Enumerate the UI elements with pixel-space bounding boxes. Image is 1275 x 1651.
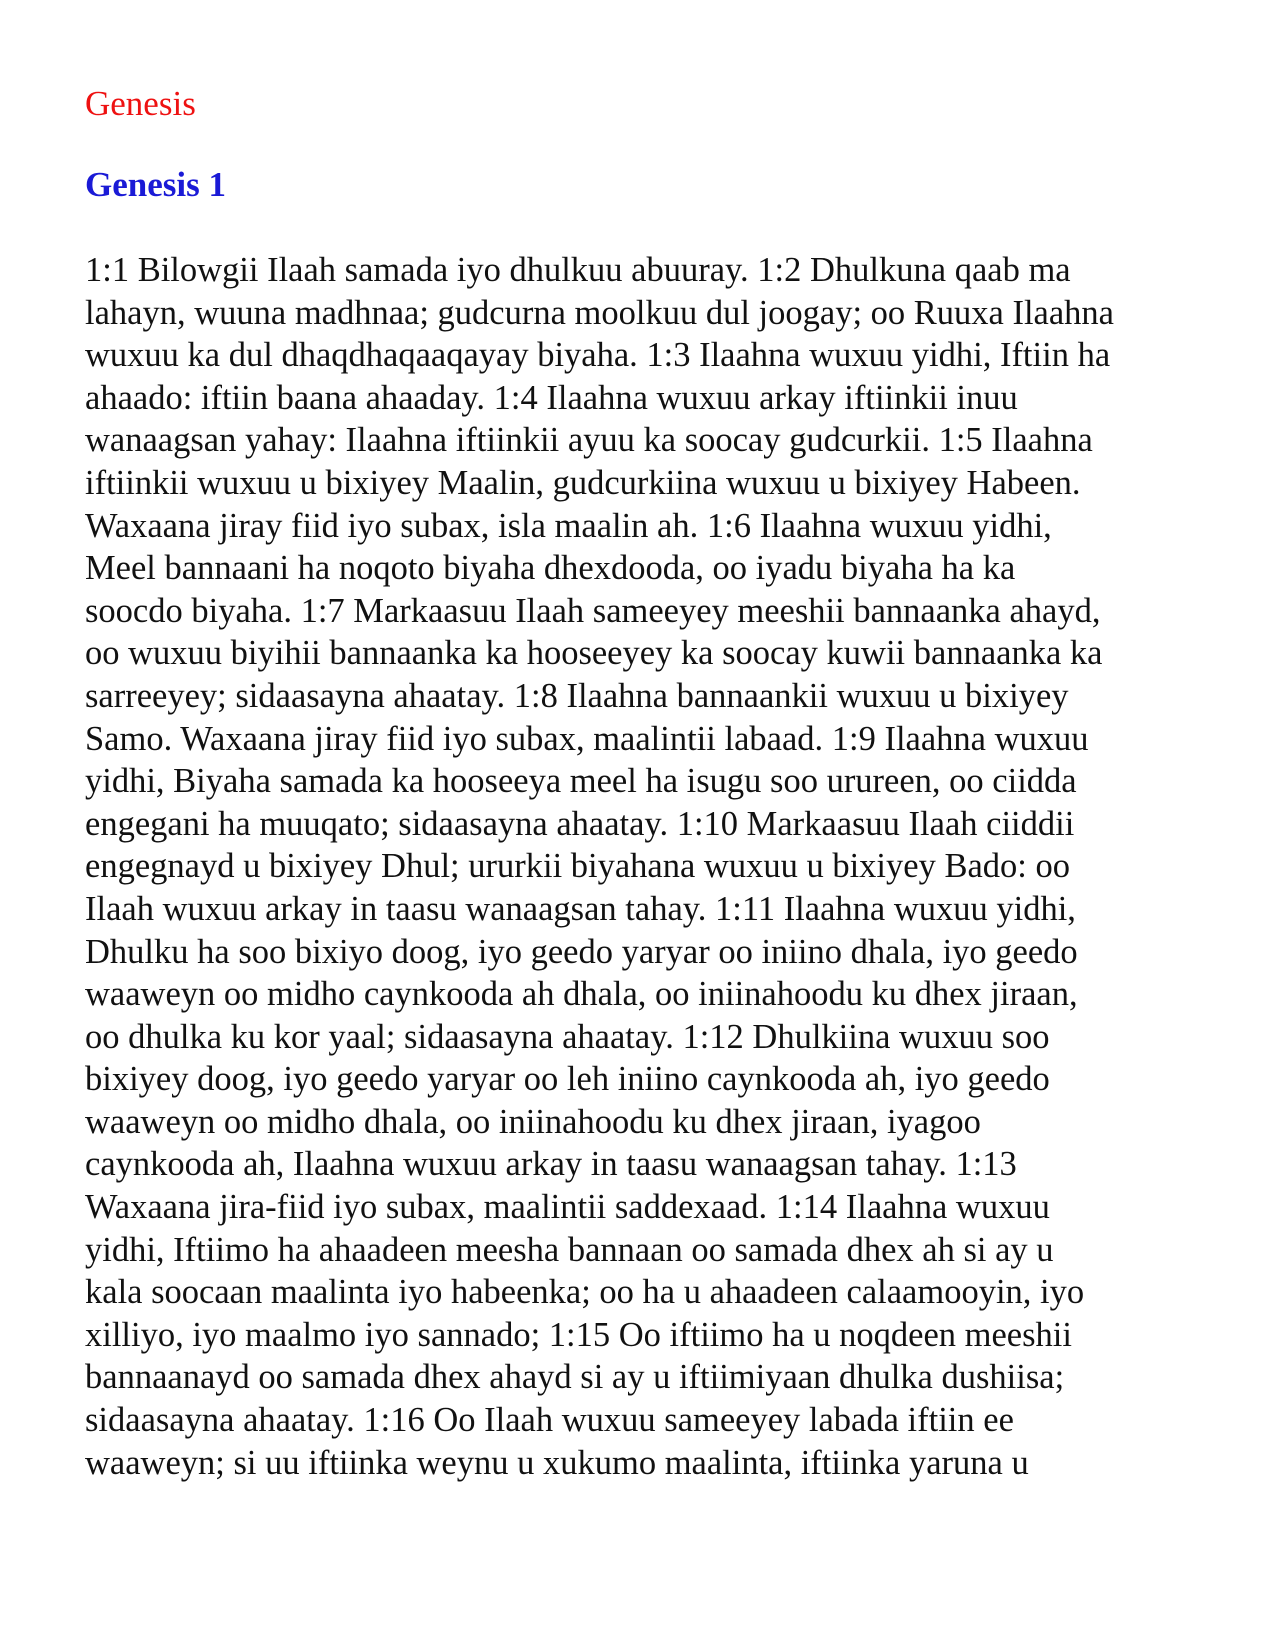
- text-line: Waxaana jira-fiid iyo subax, maalintii saddexaad. 1:14 Ilaahna wuxuu: [85, 1188, 1050, 1227]
- text-line: waaweyn oo midho dhala, oo iniinahoodu ku dhex jiraan, iyagoo: [85, 1102, 981, 1141]
- text-line: engegani ha muuqato; sidaasayna ahaatay. 1:10 Markaasuu Ilaah ciiddii: [85, 804, 1075, 843]
- text-line: oo wuxuu biyihii bannaanka ka hooseeyey ka soocay kuwii bannaanka ka: [85, 634, 1103, 673]
- text-line: lahayn, wuuna madhnaa; gudcurna moolkuu dul joogay; oo Ruuxa Ilaahna: [85, 293, 1114, 332]
- text-line: yidhi, Iftiimo ha ahaadeen meesha bannaan oo samada dhex ah si ay u: [85, 1230, 1054, 1269]
- text-line: Ilaah wuxuu arkay in taasu wanaagsan tahay. 1:11 Ilaahna wuxuu yidhi,: [85, 889, 1076, 928]
- text-line: sarreeyey; sidaasayna ahaatay. 1:8 Ilaahna bannaankii wuxuu u bixiyey: [85, 676, 1069, 715]
- text-line: 1:1 Bilowgii Ilaah samada iyo dhulkuu abuuray. 1:2 Dhulkuna qaab ma: [85, 251, 1071, 289]
- text-line: oo dhulka ku kor yaal; sidaasayna ahaatay. 1:12 Dhulkiina wuxuu soo: [85, 1017, 1050, 1056]
- text-line: waaweyn; si uu iftiinka weynu u xukumo maalinta, iftiinka yaruna u: [85, 1443, 1029, 1482]
- chapter-body: [85, 249, 1215, 1484]
- text-line: Samo. Waxaana jiray fiid iyo subax, maalintii labaad. 1:9 Ilaahna wuxuu: [85, 719, 1089, 758]
- text-line: bixiyey doog, iyo geedo yaryar oo leh iniino caynkooda ah, iyo geedo: [85, 1060, 1050, 1099]
- text-line: Waxaana jiray fiid iyo subax, isla maalin ah. 1:6 Ilaahna wuxuu yidhi,: [85, 506, 1052, 545]
- text-line: kala soocaan maalinta iyo habeenka; oo ha u ahaadeen calaamooyin, iyo: [85, 1273, 1085, 1312]
- text-line: engegnayd u bixiyey Dhul; ururkii biyahana wuxuu u bixiyey Bado: oo: [85, 847, 1070, 886]
- text-line: waaweyn oo midho caynkooda ah dhala, oo iniinahoodu ku dhex jiraan,: [85, 975, 1078, 1014]
- text-line: xilliyo, iyo maalmo iyo sannado; 1:15 Oo iftiimo ha u noqdeen meeshii: [85, 1315, 1072, 1354]
- text-line: iftiinkii wuxuu u bixiyey Maalin, gudcurkiina wuxuu u bixiyey Habeen.: [85, 463, 1081, 502]
- chapter-title: Genesis 1: [85, 165, 226, 204]
- text-line: ahaado: iftiin baana ahaaday. 1:4 Ilaahna wuxuu arkay iftiinkii inuu: [85, 378, 1018, 417]
- text-line: soocdo biyaha. 1:7 Markaasuu Ilaah sameeyey meeshii bannaanka ahayd,: [85, 591, 1101, 630]
- book-title: Genesis: [85, 84, 196, 123]
- text-line: Meel bannaani ha noqoto biyaha dhexdooda, oo iyadu biyaha ha ka: [85, 549, 1016, 588]
- text-line: sidaasayna ahaatay. 1:16 Oo Ilaah wuxuu sameeyey labada iftiin ee: [85, 1401, 1014, 1440]
- text-line: bannaanayd oo samada dhex ahayd si ay u iftiimiyaan dhulka dushiisa;: [85, 1358, 1065, 1397]
- text-line: caynkooda ah, Ilaahna wuxuu arkay in taasu wanaagsan tahay. 1:13: [85, 1145, 1017, 1184]
- text-line: wuxuu ka dul dhaqdhaqaaqayay biyaha. 1:3 Ilaahna wuxuu yidhi, Iftiin ha: [85, 336, 1111, 375]
- text-line: Dhulku ha soo bixiyo doog, iyo geedo yaryar oo iniino dhala, iyo geedo: [85, 932, 1078, 971]
- text-line: wanaagsan yahay: Ilaahna iftiinkii ayuu ka soocay gudcurkii. 1:5 Ilaahna: [85, 421, 1093, 460]
- text-line: yidhi, Biyaha samada ka hooseeya meel ha isugu soo urureen, oo ciidda: [85, 762, 1077, 801]
